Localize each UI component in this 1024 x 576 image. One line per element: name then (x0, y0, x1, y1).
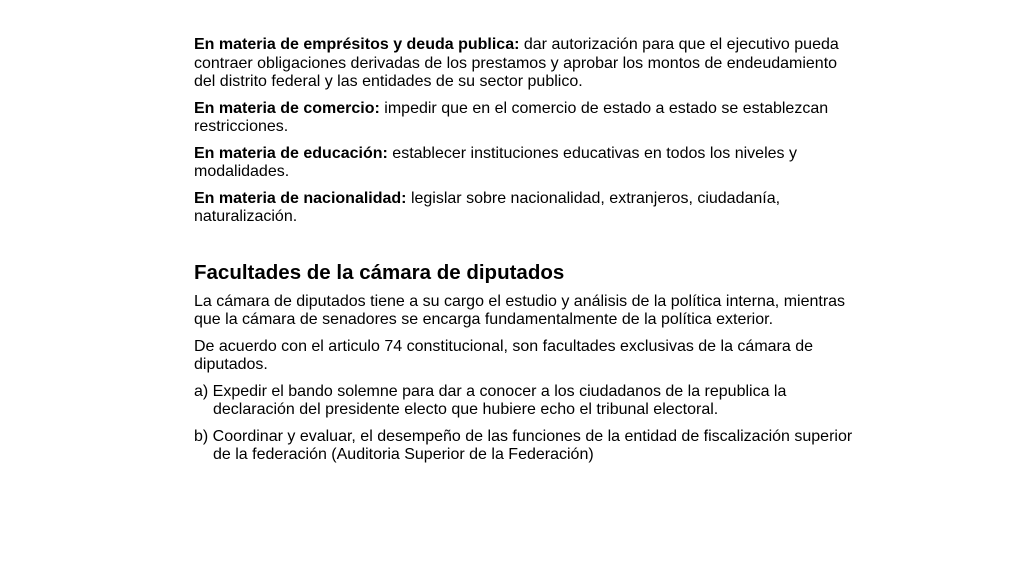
section-paragraph: La cámara de diputados tiene a su cargo el estudio y análisis de la política interna, mientras que la cámara de senadores se encarga fundamentalmente de la política exterior. (194, 292, 846, 328)
facultad-item-b: b) Coordinar y evaluar, el desempeño de las funciones de la entidad de fiscalización superior de la federación (Auditoria Superior de la Federación) (194, 427, 853, 463)
materia-comercio (194, 100, 854, 137)
materia-text: establecer instituciones educativas en todos los niveles y modalidades. (194, 144, 797, 180)
materia-text: legislar sobre nacionalidad, extranjeros, ciudadanía, naturalización. (194, 189, 781, 225)
materia-label: En materia de emprésitos y deuda publica: (194, 36, 520, 53)
materia-text: dar autorización para que el ejecutivo pueda contraer obligaciones derivadas de los prestamos y aprobar los montos de endeudamiento del distrito federal y las entidades de su sector publico. (194, 36, 839, 90)
facultad-item-a: a) Expedir el bando solemne para dar a conocer a los ciudadanos de la republica la declaración del presidente electo que hubiere echo el tribunal electoral. (194, 382, 787, 418)
materia-emprestitos (194, 36, 854, 92)
slide-content (194, 36, 854, 473)
materia-label: En materia de educación: (194, 144, 388, 162)
section-title: Facultades de la cámara de diputados (194, 260, 565, 284)
materia-educacion (194, 145, 854, 182)
materia-text: impedir que en el comercio de estado a estado se establezcan restricciones. (194, 99, 829, 135)
materia-label: En materia de nacionalidad: (194, 189, 407, 207)
materia-label: En materia de comercio: (194, 99, 380, 117)
materia-nacionalidad (194, 190, 854, 227)
section-paragraph: De acuerdo con el articulo 74 constitucional, son facultades exclusivas de la cámara de diputados. (194, 337, 814, 373)
